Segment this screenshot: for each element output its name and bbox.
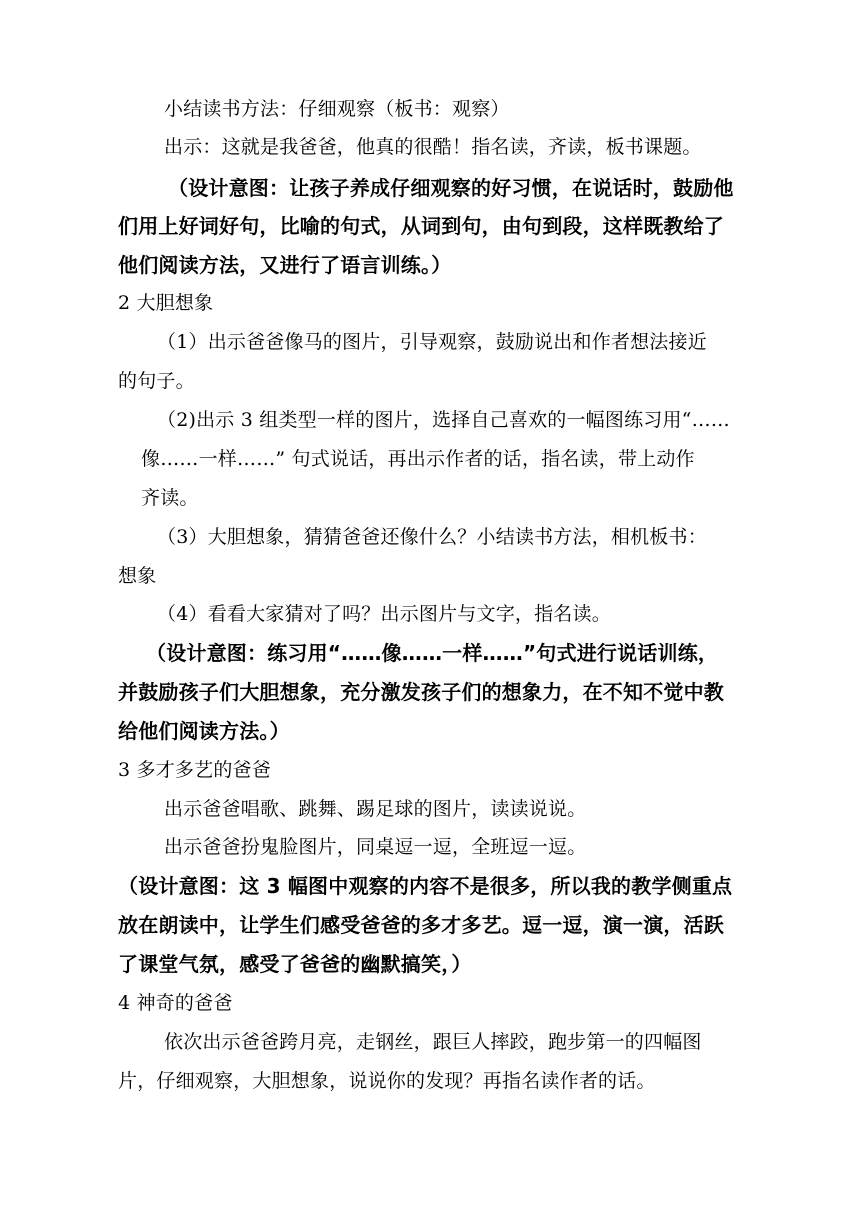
paragraph-line: 想象 (118, 565, 157, 587)
paragraph-line: （2)出示 3 组类型一样的图片，选择自己喜欢的一幅图练习用“…… (157, 409, 730, 431)
design-intent-line: 们用上好词好句，比喻的句式，从词到句，由句到段，这样既教给了 (118, 214, 724, 238)
paragraph-line: 依次出示爸爸跨月亮，走钢丝，跟巨人摔跤，跑步第一的四幅图 (164, 1031, 702, 1053)
paragraph-line: （3）大胆想象，猜猜爸爸还像什么？小结读书方法，相机板书： (157, 526, 707, 548)
design-intent-line: 放在朗读中，让学生们感受爸爸的多才多艺。逗一逗，演一演，活跃 (118, 913, 724, 937)
design-intent-line: 给他们阅读方法。） (118, 719, 290, 743)
paragraph-line: 出示爸爸唱歌、跳舞、踢足球的图片，读读说说。 (164, 798, 587, 820)
paragraph-line: 出示：这就是我爸爸，他真的很酷！指名读，齐读，板书课题。 (164, 136, 702, 158)
design-intent-line: （设计意图：让孩子养成仔细观察的好习惯，在说话时，鼓励他 (168, 176, 734, 200)
paragraph-line: 的句子。 (118, 370, 195, 392)
section-heading: 2 大胆想象 (118, 292, 214, 314)
paragraph-line: 出示爸爸扮鬼脸图片，同桌逗一逗，全班逗一逗。 (164, 836, 587, 858)
design-intent-line: 了课堂气氛，感受了爸爸的幽默搞笑，） (118, 952, 472, 976)
paragraph-line: （4）看看大家猜对了吗？出示图片与文字，指名读。 (157, 603, 611, 625)
design-intent-line: 并鼓励孩子们大胆想象，充分激发孩子们的想象力，在不知不觉中教 (118, 680, 724, 704)
section-heading: 3 多才多艺的爸爸 (118, 759, 271, 781)
design-intent-line: 他们阅读方法，又进行了语言训练。） (118, 253, 452, 277)
paragraph-line: 片，仔细观察，大胆想象，说说你的发现？再指名读作者的话。 (118, 1070, 656, 1092)
paragraph-line: 齐读。 (141, 487, 199, 509)
design-intent-line: （设计意图：练习用“……像……一样……”句式进行说话训练， (146, 641, 719, 665)
section-heading: 4 神奇的爸爸 (118, 992, 233, 1014)
paragraph-line: （1）出示爸爸像马的图片，引导观察，鼓励说出和作者想法接近 (157, 331, 707, 353)
design-intent-line: （设计意图：这 3 幅图中观察的内容不是很多，所以我的教学侧重点 (118, 874, 733, 898)
paragraph-line: 小结读书方法：仔细观察（板书：观察） (164, 98, 510, 120)
paragraph-line: 像……一样……” 句式说话，再出示作者的话，指名读，带上动作 (141, 448, 695, 470)
